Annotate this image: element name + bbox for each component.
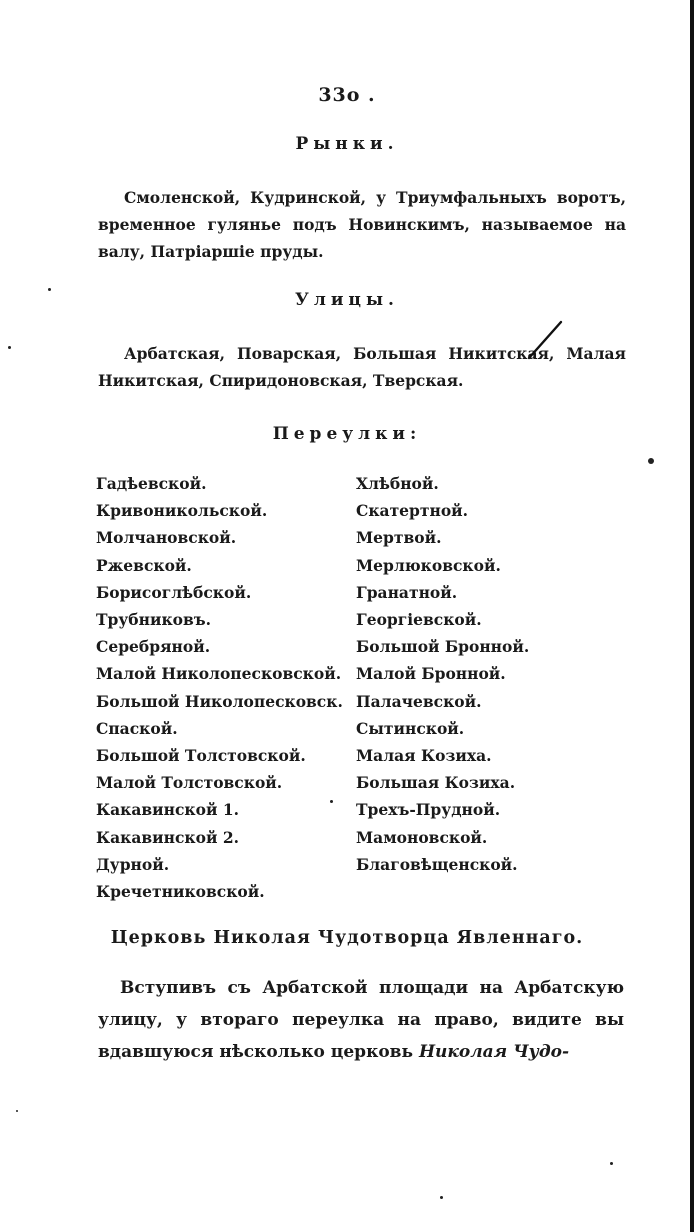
ink-speck — [648, 458, 654, 464]
lane-item: Благовѣщенской. — [356, 854, 518, 874]
ink-speck — [440, 1196, 443, 1199]
lane-item: Сытинской. — [356, 718, 465, 738]
lane-item: Мертвой. — [356, 528, 442, 548]
lane-item: Малой Толстовской. — [96, 773, 283, 793]
lanes-heading: Переулки: — [272, 424, 422, 444]
church-paragraph-text: Вступивъ съ Арбатской площади на Арбатскую улицу, у втораго переулка на право, видите вы вдавшуюся нѣсколько церковь — [98, 978, 624, 1062]
lane-item: Малая Козиха. — [356, 746, 492, 766]
lane-item: Спаской. — [96, 718, 178, 738]
ink-speck — [610, 1162, 613, 1165]
lane-item: Кривоникольской. — [96, 501, 268, 521]
church-heading: Церковь Николая Чудотворца Явленнаго. — [110, 928, 584, 948]
lane-item: Кречетниковской. — [96, 882, 265, 902]
lane-item: Малой Бронной. — [356, 664, 506, 684]
lane-item: Палачевской. — [356, 691, 482, 711]
lane-item: Трубниковъ. — [96, 610, 212, 630]
lane-item: Борисоглѣбской. — [96, 582, 252, 602]
lane-item: Ржевской. — [96, 555, 192, 575]
page-edge — [690, 0, 694, 1232]
pen-stroke-mark — [525, 318, 565, 362]
lane-item: Малой Николопесковской. — [96, 664, 342, 684]
lane-item: Какавинской 2. — [96, 827, 240, 847]
lane-item: Трехъ-Прудной. — [356, 800, 501, 820]
lane-item: Молчановской. — [96, 528, 237, 548]
ink-speck — [48, 288, 51, 291]
streets-heading: Улицы. — [295, 290, 399, 310]
lane-item: Скатертной. — [356, 501, 469, 521]
lane-item: Хлѣбной. — [356, 474, 439, 493]
lane-item: Гадѣевской. — [96, 474, 207, 493]
church-paragraph — [98, 972, 624, 1068]
lanes-left-column — [96, 470, 343, 905]
lane-item: Мамоновской. — [356, 827, 488, 847]
lane-item: Гранатной. — [356, 582, 458, 602]
ink-speck — [330, 800, 333, 803]
lane-item: Мерлюковской. — [356, 555, 501, 575]
lane-item: Георгіевской. — [356, 610, 482, 630]
streets-paragraph: Арбатская, Поварская, Большая Никитская, Малая Никитская, Спиридоновская, Тверская. — [98, 344, 626, 390]
lane-item: Серебряной. — [96, 637, 211, 657]
ink-speck — [16, 1110, 18, 1112]
ink-speck — [8, 346, 11, 349]
church-name-italic: Николая Чудо- — [418, 1042, 570, 1062]
markets-paragraph: Смоленской, Кудринской, у Триумфальныхъ воротъ, временное гулянье подъ Новинскимъ, называемое на валу, Патріаршіе пруды. — [98, 188, 626, 261]
lane-item: Большой Бронной. — [356, 637, 530, 657]
markets-heading: Рынки. — [295, 134, 399, 154]
lane-item: Большой Толстовской. — [96, 746, 306, 766]
lane-item: Большая Козиха. — [356, 773, 516, 793]
lane-item: Какавинской 1. — [96, 800, 240, 820]
lane-item: Большой Николопесковск. — [96, 691, 343, 711]
lanes-right-column — [356, 470, 529, 878]
page-number: 33о . — [318, 84, 376, 106]
lane-item: Дурной. — [96, 854, 170, 874]
